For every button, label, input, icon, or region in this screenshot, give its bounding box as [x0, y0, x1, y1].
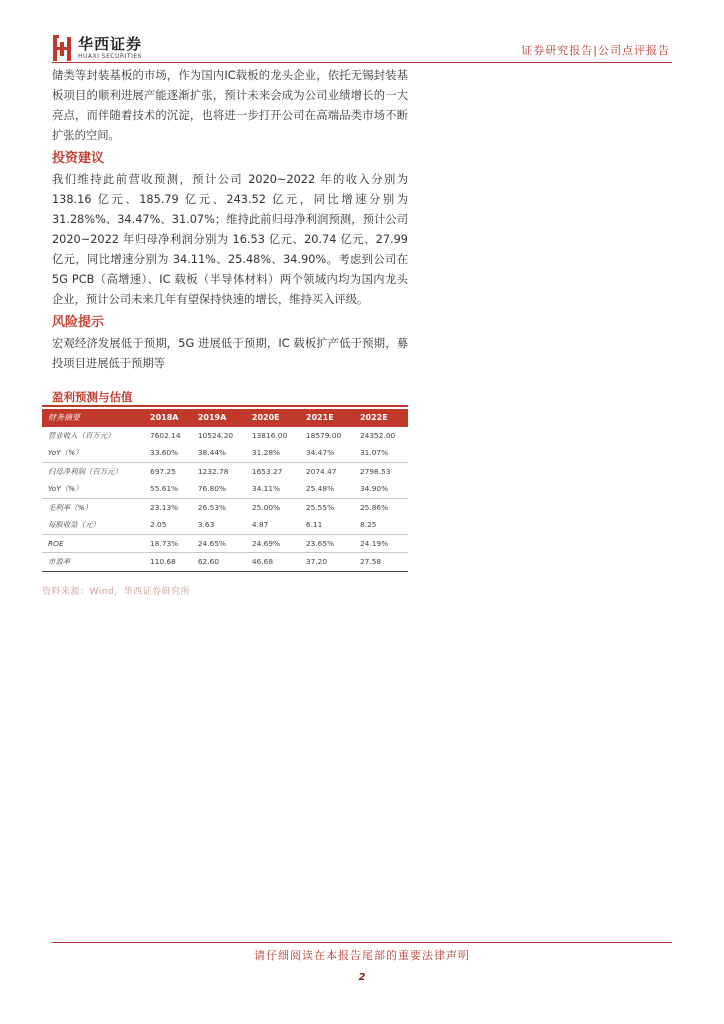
table-header-cell: 2022E	[354, 409, 408, 427]
company-logo	[52, 34, 142, 62]
table-cell: 31.07%	[359, 448, 389, 458]
row-label: ROE	[42, 534, 144, 553]
table-cell: 10524.20	[197, 430, 234, 440]
table-cell: 27.58	[354, 553, 408, 572]
risk-paragraph: 宏观经济发展低于预期，5G 进展低于预期，IC 载板扩产低于预期，募投项目进展低于预期等	[52, 337, 408, 370]
table-row	[42, 462, 408, 480]
table-cell: 25.86%	[354, 498, 408, 516]
table-cell: 23.65%	[300, 534, 354, 553]
row-label: 市盈率	[42, 553, 144, 572]
table-cell: 25.00%	[246, 498, 300, 516]
row-label: 归母净利润（百万元）	[42, 462, 144, 480]
legal-disclaimer-link[interactable]: 请仔细阅读在本报告尾部的重要法律声明	[254, 949, 470, 962]
table-cell: 8.25	[359, 520, 377, 530]
table-cell: 1232.78	[192, 462, 246, 480]
table-cell: 13816.00	[251, 430, 288, 440]
page-number: 2	[358, 972, 366, 983]
table-cell: 24.65%	[192, 534, 246, 553]
table-cell: 24352.00	[359, 430, 396, 440]
table-cell: 1653.27	[246, 462, 300, 480]
table-row	[42, 480, 408, 498]
table-cell: 55.61%	[150, 484, 179, 494]
table-cell: 25.48%	[305, 484, 335, 494]
table-source-note: 资料来源：Wind，华西证券研究所	[42, 587, 191, 597]
table-header-cell: 2020E	[246, 409, 300, 427]
table-cell: 2798.53	[354, 462, 408, 480]
table-cell: 18579.00	[305, 430, 342, 440]
report-type-label: 证券研究报告|公司点评报告	[521, 44, 670, 57]
footer-divider	[52, 942, 672, 943]
table-cell: 24.69%	[246, 534, 300, 553]
huaxi-logo-icon	[52, 34, 72, 62]
table-header-cell: 2019A	[192, 409, 246, 427]
financial-forecast-table	[42, 409, 408, 572]
investment-paragraph: 我们维持此前营收预测，预计公司 2020~2022 年的收入分别为 138.16 亿元、185.79 亿元、243.52 亿元，同比增速分别为 31.28%%、34.47%、31.07%；维持此前归母净利润预测，预计公司 2020~2022 年归母净利润分别为 16.53 亿元、20.74 亿元、27.99 亿元，同比增速分别为 34.11%、25.48%、34.90%。考虑到公司在 5G PCB（高增速）、IC 载板（半导体材料）两个领域内均为国内龙头企业，预计公司未来几年有望保持快速的增长，维持买入评级。	[52, 173, 408, 306]
table-cell: 2.05	[150, 520, 167, 530]
table-header-cell: 2018A	[144, 409, 192, 427]
logo-name-en: HUAXI SECURITIES	[78, 52, 142, 60]
table-cell: 110.68	[144, 553, 192, 572]
table-row	[42, 427, 408, 445]
table-cell: 2074.47	[300, 462, 354, 480]
table-cell: 3.63	[197, 520, 215, 530]
table-header-cell: 财务摘要	[42, 409, 144, 427]
report-body	[52, 66, 408, 374]
table-cell: 7602.14	[150, 430, 181, 440]
table-cell: 697.25	[144, 462, 192, 480]
row-label: YoY（%）	[48, 448, 83, 458]
table-cell: 23.13%	[144, 498, 192, 516]
risk-section-title: 风险提示	[52, 315, 105, 330]
table-header-cell: 2021E	[300, 409, 354, 427]
table-title: 盈利预测与估值	[52, 390, 133, 404]
table-cell: 26.53%	[192, 498, 246, 516]
table-cell: 4.87	[251, 520, 269, 530]
row-label: 毛利率（%）	[42, 498, 144, 516]
table-cell: 62.60	[192, 553, 246, 572]
table-cell: 25.55%	[300, 498, 354, 516]
table-cell: 34.90%	[359, 484, 389, 494]
table-cell: 24.19%	[354, 534, 408, 553]
table-row	[42, 498, 408, 516]
table-cell: 33.60%	[150, 448, 179, 458]
table-cell: 38.44%	[197, 448, 227, 458]
row-label: 营业收入（百万元）	[48, 430, 115, 440]
table-row	[42, 553, 408, 572]
intro-paragraph: 储类等封装基板的市场，作为国内IC载板的龙头企业，依托无锡封装基板项目的顺利进展产能逐渐扩张，预计未来会成为公司业绩增长的一大亮点，而伴随着技术的沉淀，也将进一步打开公司在高端品类市场不断扩张的空间。	[52, 69, 408, 142]
table-top-rule	[42, 405, 408, 407]
table-cell: 76.80%	[197, 484, 227, 494]
table-cell: 31.28%	[251, 448, 281, 458]
header-divider	[52, 62, 672, 63]
table-cell: 46.68	[246, 553, 300, 572]
row-label: YoY（%）	[48, 484, 83, 494]
table-row	[42, 444, 408, 462]
table-cell: 37.20	[300, 553, 354, 572]
investment-section-title: 投资建议	[52, 151, 105, 166]
table-row	[42, 534, 408, 553]
table-cell: 18.73%	[144, 534, 192, 553]
table-cell: 34.11%	[251, 484, 281, 494]
table-cell: 6.11	[305, 520, 323, 530]
table-row	[42, 516, 408, 534]
row-label: 每股收益（元）	[48, 520, 100, 530]
logo-name-cn: 华西证券	[78, 34, 143, 53]
table-cell: 34.47%	[305, 448, 335, 458]
table-header-row	[42, 409, 408, 427]
